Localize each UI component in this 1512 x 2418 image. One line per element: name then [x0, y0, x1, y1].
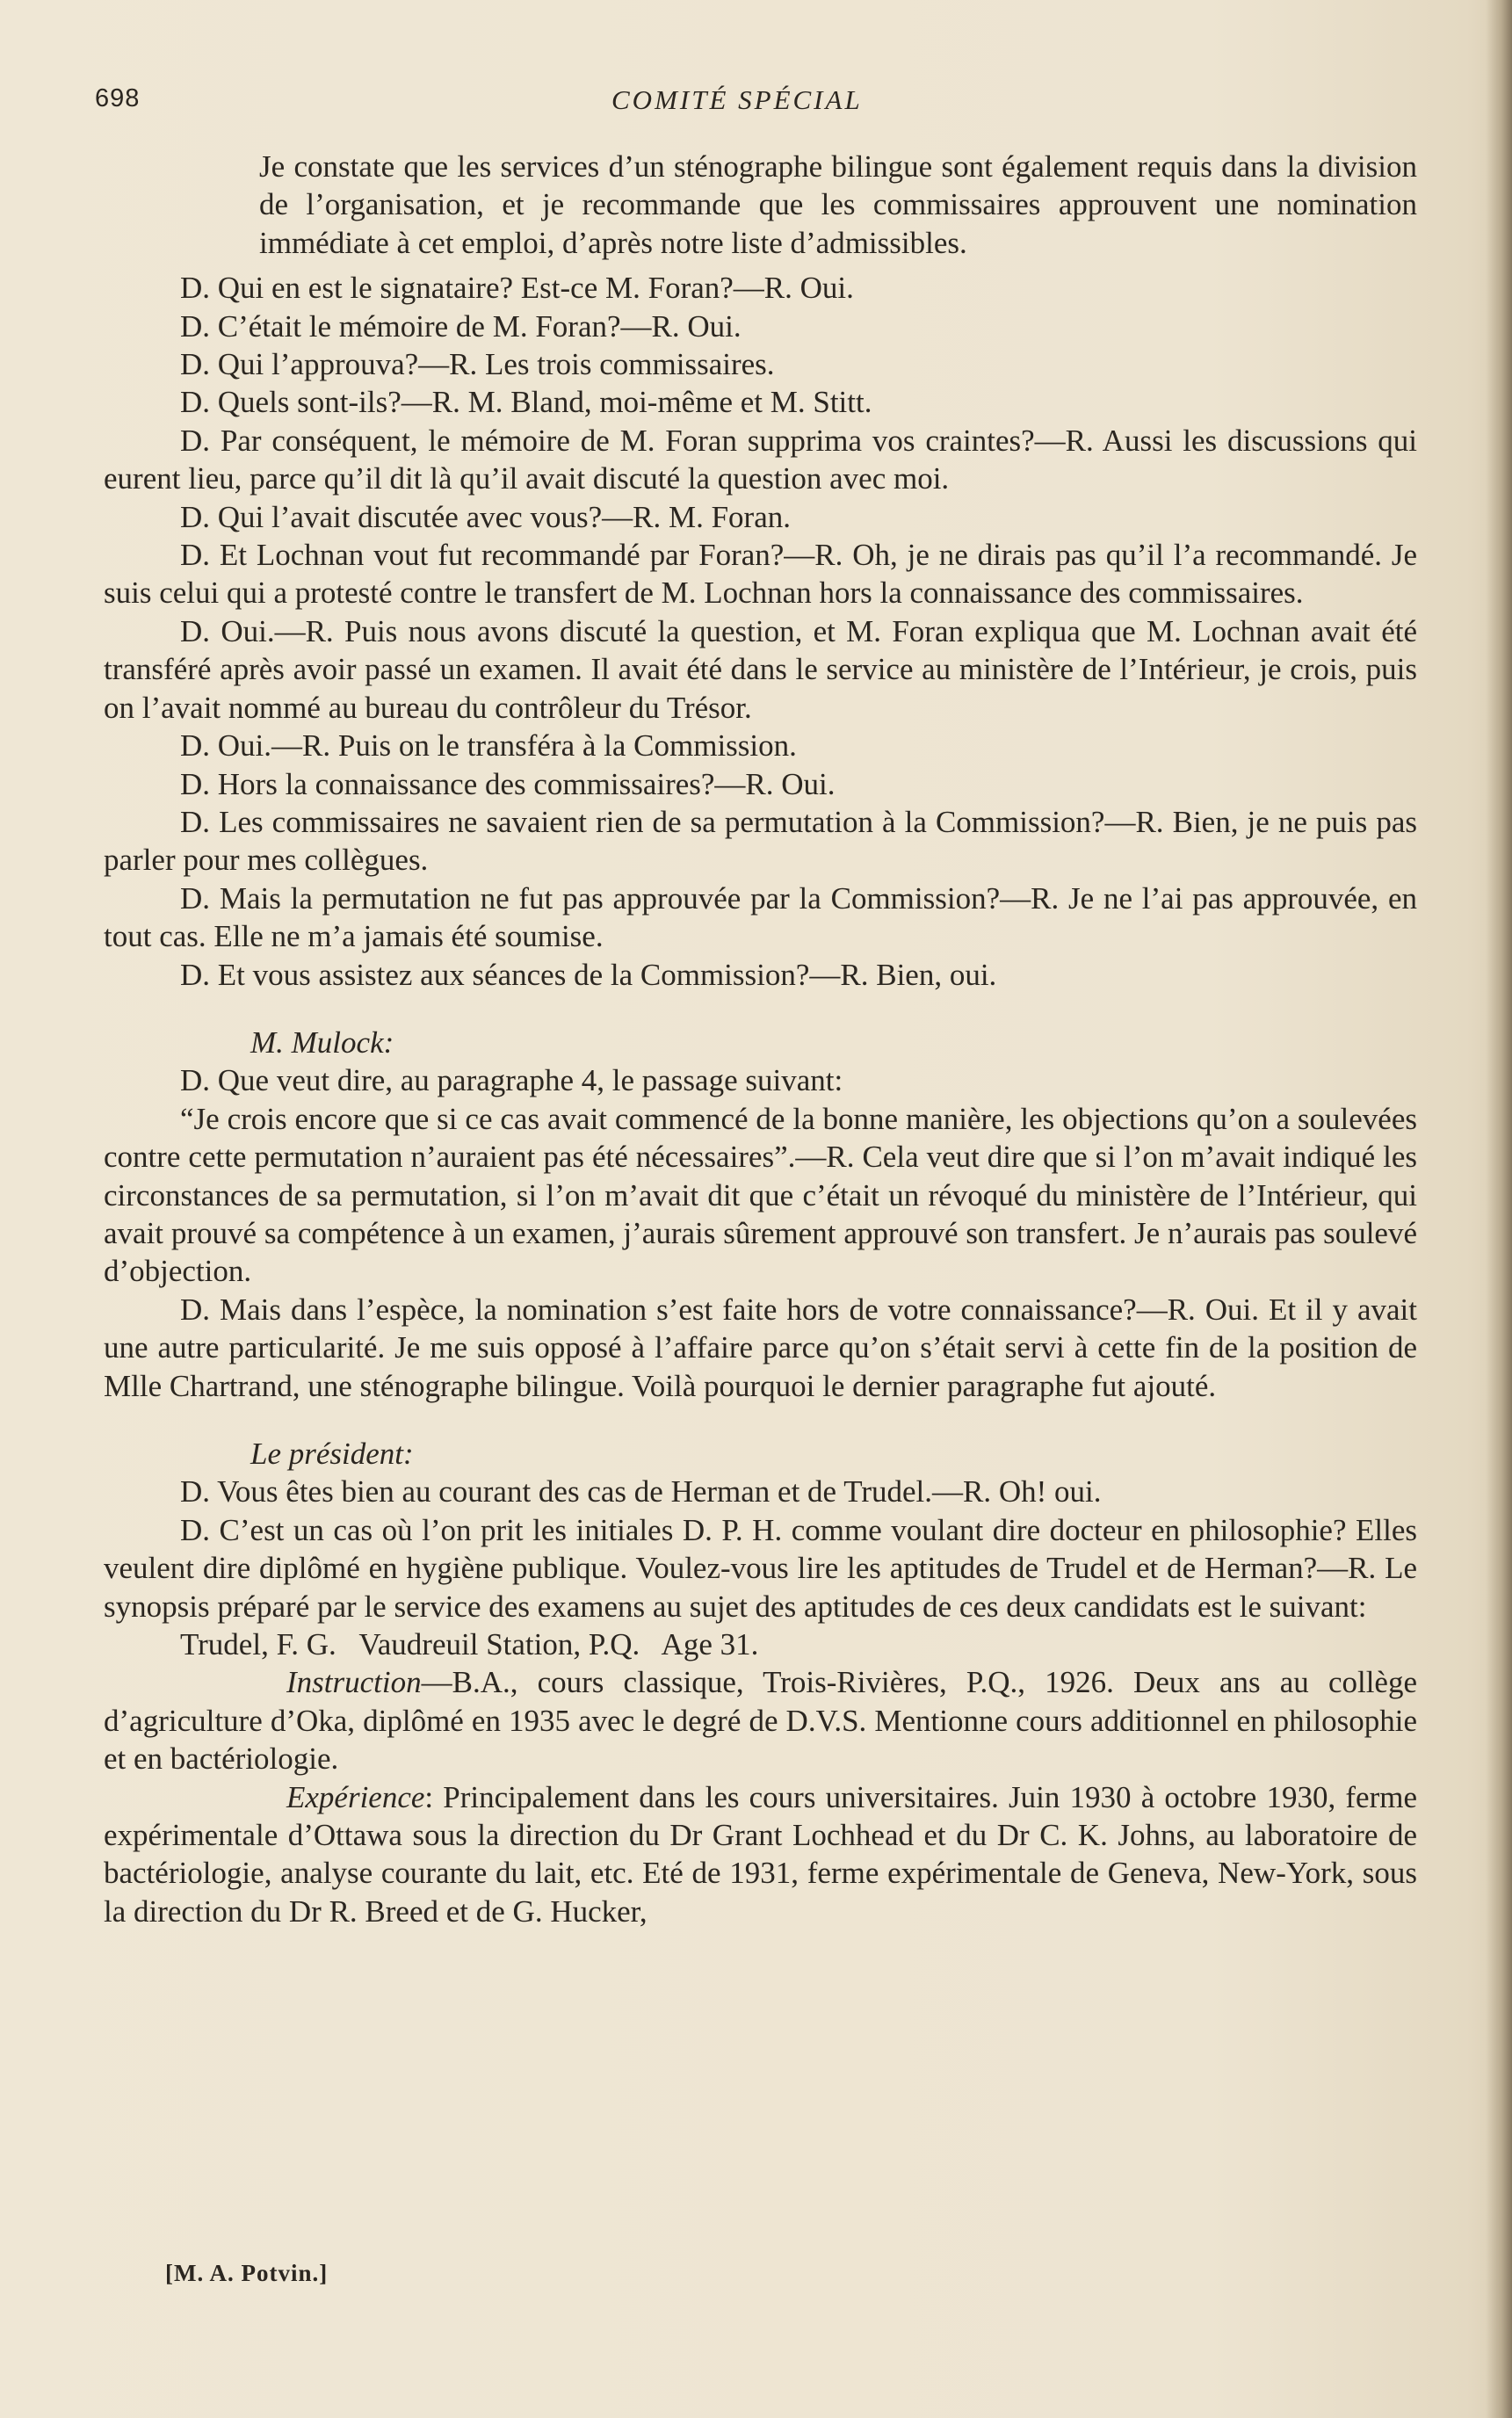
qa-paragraph: D. Que veut dire, au paragraphe 4, le passage suivant: [180, 1063, 843, 1098]
page-binding-edge [1486, 0, 1512, 2418]
qa-paragraph: D. Et Lochnan vout fut recommandé par Foran?—R. Oh, je ne dirais pas qu’il l’a recommandé. Je suis celui qui a protesté contre le transfert de M. Lochnan hors la connaissance des commissaires. [104, 538, 1417, 611]
instruction-text: —B.A., cours classique, Trois-Rivières, P.Q., 1926. Deux ans au collège d’agriculture d’Oka, diplômé en 1935 avec le degré de D.V.S. Mentionne cours additionnel en philosophie et en bactériologie. [104, 1665, 1417, 1777]
candidate-line: Trudel, F. G. Vaudreuil Station, P.Q. Age 31. [180, 1627, 759, 1662]
page-number: 698 [95, 84, 141, 112]
qa-paragraph: D. Oui.—R. Puis nous avons discuté la question, et M. Foran expliqua que M. Lochnan avait été transféré après avoir passé un examen. Il avait été dans le service au ministère de l’Intérieur, je crois, puis on l’avait nommé au bureau du contrôleur du Trésor. [104, 613, 1417, 725]
instruction-label: Instruction [286, 1665, 422, 1700]
page-header [95, 84, 1413, 128]
experience-text: : Principalement dans les cours universitaires. Juin 1930 à octobre 1930, ferme expérimentale d’Ottawa sous la direction du Dr Grant Lochhead et du Dr C. K. Johns, au laboratoire de bactériologie, analyse courante du lait, etc. Eté de 1931, ferme expérimentale de Geneva, New-York, sous la direction du Dr R. Breed et de G. Hucker, [104, 1779, 1417, 1929]
qa-paragraph: D. Qui l’avait discutée avec vous?—R. M. Foran. [180, 499, 791, 534]
qa-paragraph: D. Qui en est le signataire? Est-ce M. Foran?—R. Oui. [180, 271, 854, 306]
qa-paragraph: D. Oui.—R. Puis on le transféra à la Commission. [180, 728, 797, 764]
experience-paragraph [104, 1778, 1417, 1931]
qa-paragraph: D. Les commissaires ne savaient rien de sa permutation à la Commission?—R. Bien, je ne puis pas parler pour mes collègues. [104, 804, 1417, 878]
footer-speaker-tag: [M. A. Potvin.] [165, 2260, 329, 2286]
running-title: COMITÉ SPÉCIAL [611, 84, 863, 115]
speaker-heading: M. Mulock: [250, 1024, 394, 1060]
qa-paragraph: D. Mais dans l’espèce, la nomination s’est faite hors de votre connaissance?—R. Oui. Et il y avait une autre particularité. Je me suis opposé à l’affaire parce qu’on s’était servi à cette fin de la position de Mlle Chartrand, une sténographe bilingue. Voilà pourquoi le dernier paragraphe fut ajouté. [104, 1292, 1417, 1403]
qa-paragraph: D. Quels sont-ils?—R. M. Bland, moi-même et M. Stitt. [180, 385, 872, 420]
qa-paragraph: D. Hors la connaissance des commissaires?—R. Oui. [180, 766, 836, 801]
qa-paragraph: D. Qui l’approuva?—R. Les trois commissaires. [180, 347, 775, 382]
page-body [104, 148, 1417, 1930]
qa-paragraph: D. Par conséquent, le mémoire de M. Foran supprima vos craintes?—R. Aussi les discussions qui eurent lieu, parce qu’il dit là qu’il avait discuté la question avec moi. [104, 423, 1417, 496]
intro-paragraph: Je constate que les services d’un sténographe bilingue sont également requis dans la division de l’organisation, et je recommande que les commissaires approuvent une nomination immédiate à cet emploi, d’après notre liste d’admissibles. [259, 149, 1417, 260]
qa-paragraph: D. Mais la permutation ne fut pas approuvée par la Commission?—R. Je ne l’ai pas approuvée, en tout cas. Elle ne m’a jamais été soumise. [104, 880, 1417, 954]
quoted-passage: “Je crois encore que si ce cas avait commencé de la bonne manière, les objections qu’on a soulevées contre cette permutation n’auraient pas été nécessaires”.—R. Cela veut dire que si l’on m’avait indiqué les circonstances de sa permutation, si l’on m’avait dit que c’était un révoqué du ministère de l’Intérieur, qui avait prouvé sa compétence à un examen, j’aurais sûrement approuvé son transfert. Je n’aurais pas soulevé d’objection. [104, 1101, 1417, 1289]
qa-paragraph: D. Vous êtes bien au courant des cas de Herman et de Trudel.—R. Oh! oui. [180, 1474, 1102, 1509]
qa-paragraph: D. C’est un cas où l’on prit les initiales D. P. H. comme voulant dire docteur en philosophie? Elles veulent dire diplômé en hygiène publique. Voulez-vous lire les aptitudes de Trudel et de Herman?—R. Le synopsis préparé par le service des examens au sujet des aptitudes de ces deux candidats est le suivant: [104, 1512, 1417, 1624]
experience-label: Expérience [286, 1779, 425, 1814]
qa-paragraph: D. C’était le mémoire de M. Foran?—R. Oui. [180, 308, 742, 344]
speaker-heading: Le président: [250, 1437, 414, 1471]
instruction-paragraph [104, 1663, 1417, 1777]
qa-paragraph: D. Et vous assistez aux séances de la Commission?—R. Bien, oui. [180, 957, 997, 992]
